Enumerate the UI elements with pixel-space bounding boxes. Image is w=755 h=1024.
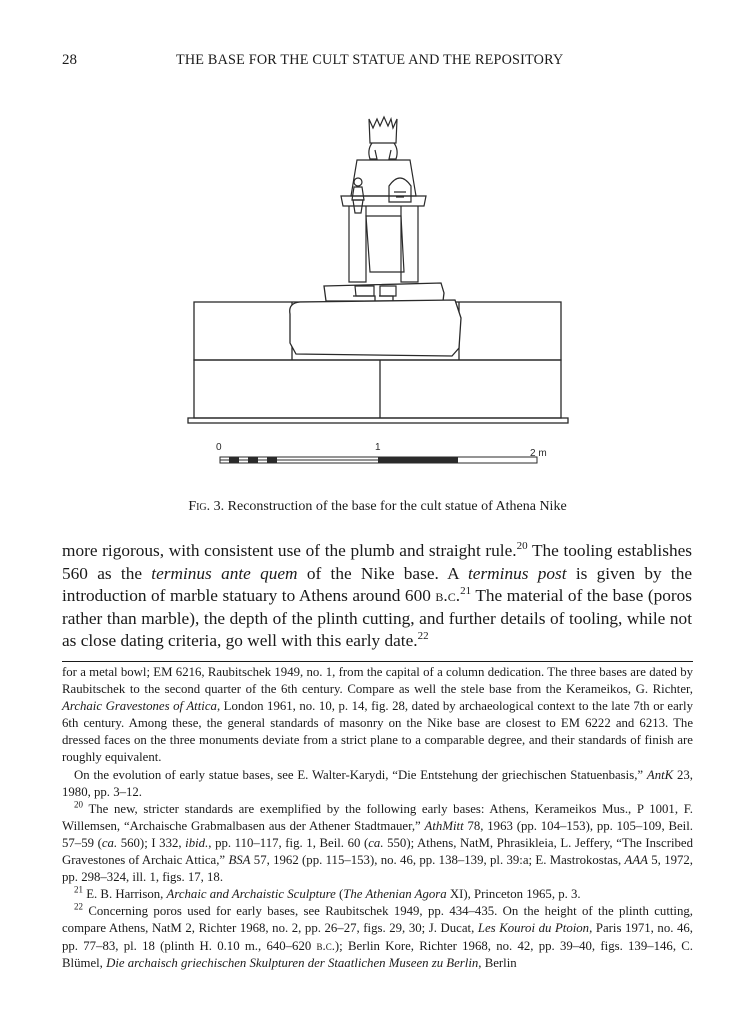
body-text-1: more rigorous, with consistent use of the plumb and straight rule. — [62, 541, 517, 560]
scale-label-1: 1 — [375, 442, 381, 453]
footnote-divider — [62, 661, 693, 662]
statue-drawing — [341, 117, 426, 296]
figure-caption — [0, 499, 755, 515]
caption-label: Fig. 3. — [188, 499, 225, 514]
page-number: 28 — [62, 52, 77, 68]
footnote-20: $^{20}$ The new, stricter standards are exemplified by the following early bases: Athens, Kerameikos Mus., P 1001, F. Willemsen, “Archaische Grabmalbasen aus der Athener Stadtmauer,” AthMitt 78, 1963 (pp. 104–153), pp. 105–109, Beil. 57–59 (ca. 560); I 332, ibid., pp. 110–117, fig. 1, Beil. 60 (ca. 550); Athens, NatM, Phrasikleia, L. Jeffery, “The Inscribed Gravestones of Archaic Attica,” BSA 57, 1962 (pp. 115–153), no. 46, pp. 138–139, pl. 39:a; E. Mastrokostas, AAA 5, 1972, pp. 298–324, ill. 1, figs. 17, 18. — [62, 799, 693, 885]
body-text-4: is given by the introduction of marble statuary to Athens around 600 — [62, 563, 693, 605]
running-head: THE BASE FOR THE CULT STATUE AND THE REPOSITORY — [176, 52, 564, 68]
body-text-2: The tooling establishes 560 as the — [62, 541, 692, 583]
footnote-22: $^{22}$ Concerning poros used for early bases, see Raubitschek 1949, pp. 434–435. On the height of the plinth cutting, compare Athens, NatM 2, Richter 1968, no. 2, pp. 26–27, figs. 29, 30; J. Ducat, Les Kouroi du Ptoion, Paris 1971, no. 46, pp. 77–83, pl. 18 (plinth H. 0.10 m., 640–620 b.c.); Berlin Kore, Richter 1968, no. 42, pp. 39–40, figs. 139–146, C. Blümel, Die archaisch griechischen Skulpturen der Staatlichen Museen zu Berlin, Berlin — [62, 902, 694, 970]
footnote-ref-21: 21 — [460, 585, 472, 598]
body-term-ante-quem: terminus ante quem — [151, 563, 298, 583]
body-text-3: of the Nike base. A — [297, 563, 468, 583]
figure-reconstruction-drawing — [0, 0, 755, 500]
base-drawing — [188, 283, 568, 423]
body-bc: b.c. — [435, 586, 461, 605]
body-term-post: terminus post — [467, 563, 567, 583]
footnote-evolution: On the evolution of early statue bases, see E. Walter-Karydi, “Die Entstehung der griechischen Statuenbasis,” AntK 23, 1980, pp. 3–12. — [62, 767, 693, 799]
scale-label-0: 0 — [216, 442, 222, 453]
body-text-5: The material of the base (poros rather than marble), the depth of the plinth cutting, and further details of tooling, while not as close dating criteria, go well with this early date. — [62, 586, 692, 650]
footnote-21: $^{21}$ E. B. Harrison, Archaic and Archaistic Sculpture (The Athenian Agora XI), Princeton 1965, p. 3. — [74, 884, 581, 902]
footnote-continued: for a metal bowl; EM 6216, Raubitschek 1949, no. 1, from the capital of a column dedication. The three bases are dated by Raubitschek to the second quarter of the 6th century. Compare as well the stele base from the Kerameikos, G. Richter, Archaic Gravestones of Attica, London 1961, no. 10, p. 14, fig. 28, dated by archaeological context to the late 7th or early 6th century. Among these, the general standards of masonry on the Nike base are closest to EM 6222 and 6213. The dressed faces on the three monuments deviate from a strict plane to a comparable degree, and their standards of finish are roughly equivalent. — [62, 665, 693, 765]
footnotes — [62, 664, 693, 972]
scale-label-2m: 2 m — [530, 448, 547, 459]
footnote-ref-20: 20 — [516, 540, 528, 553]
caption-text: Reconstruction of the base for the cult statue of Athena Nike — [227, 499, 567, 514]
scale-bar — [220, 457, 537, 463]
footnote-ref-22: 22 — [417, 630, 429, 643]
body-paragraph — [62, 540, 692, 653]
